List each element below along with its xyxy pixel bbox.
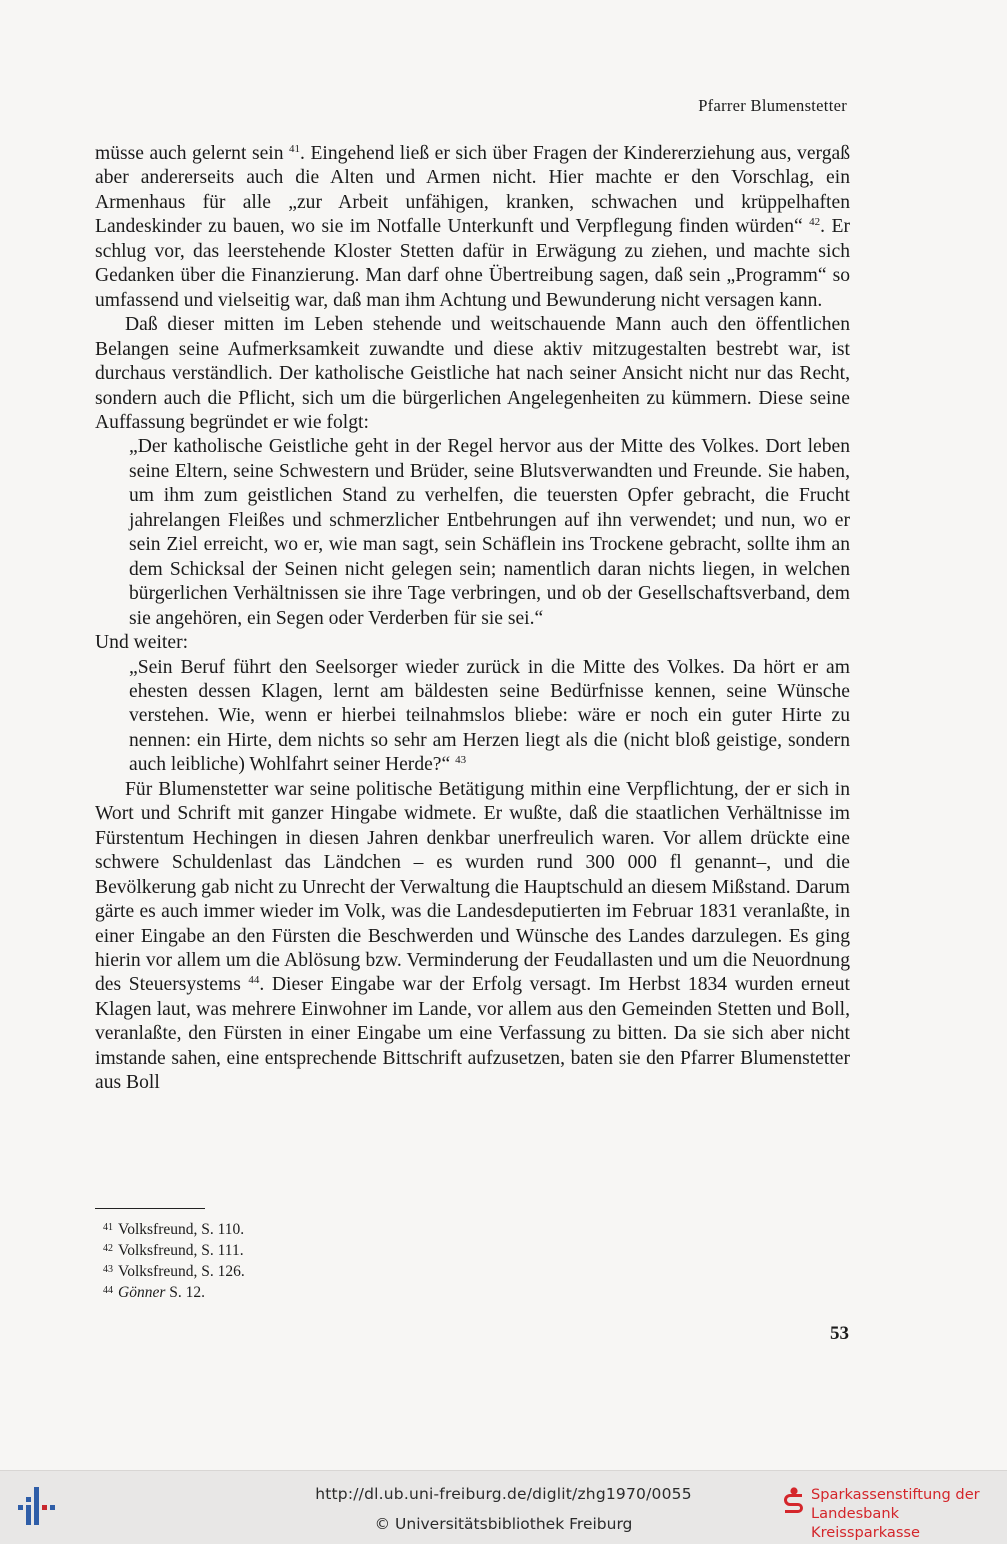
text-run: . Dieser Eingabe war der Erfolg versagt. Im Herbst 1834 wurden erneut Klagen laut, was mehrere Einwohner im Lande, vor allem aus den Gemeinden Stetten und Boll, veranlaßte, den Fürsten in einer Eingabe um eine Verfassung zu bitten. Da sie sich aber nicht imstande sahen, eine entsprechende Bittschrift aufzusetzen, baten sie den Pfarrer Blumenstetter aus Boll bbox=[95, 974, 850, 1094]
footnote-number: 42 bbox=[103, 1243, 113, 1254]
running-head: Pfarrer Blumenstetter bbox=[698, 96, 847, 115]
footnote bbox=[103, 1260, 245, 1281]
sparkasse-s-logo-icon[interactable] bbox=[783, 1487, 805, 1517]
text-run: . Er schlug vor, das leerstehende Kloster Stetten dafür in Erwägung zu ziehen, und machte sich Gedanken über die Finanzierung. Man darf ohne Übertreibung sagen, daß sein „Programm“ so umfassend und vielseitig war, daß man ihm Achtung und Bewunderung nicht versagen kann. bbox=[95, 216, 850, 311]
sponsor-name[interactable] bbox=[811, 1485, 1007, 1542]
text-run: müsse auch gelernt sein bbox=[95, 143, 290, 164]
text-run: Für Blumenstetter war seine politische Betätigung mithin eine Verpflichtung, der er sich in Wort und Schrift mit ganzer Hingabe widmete. Er wußte, daß die staatlichen Verhältnisse im Fürstentum Hechingen in diesen Jahren denkbar unerfreulich waren. Vor allem drückte eine schwere Schuldenlast das Ländchen – es wurden rund 300 000 fl genannt–, und die Bevölkerung gab nicht zu Unrecht der Verwaltung die Hauptschuld an diesem Mißstand. Darum gärte es auch immer wieder im Volk, was die Landesdeputierten im Februar 1831 veranlaßte, in einer Eingabe an den Fürsten die Beschwerden und Wünsche des Landes darzulegen. Es ging hierin vor allem um die Ablösung bzw. Verminderung der Feudallasten und um die Neuordnung des Steuersystems bbox=[95, 778, 850, 996]
text-run: . Eingehend ließ er sich über Fragen der Kindererziehung aus, vergaß aber andererseits auch die Alten und Armen nicht. Hier machte er den Vorschlag, ein Armenhaus für alle „zur Arbeit unfähigen, kranken, schwachen und krüppelhaften Landeskinder zu bauen, wo sie im Notfalle Unterkunft und Verpflegung finden würden“ bbox=[95, 143, 850, 238]
permalink-url[interactable]: http://dl.ub.uni-freiburg.de/diglit/zhg1970/0055 bbox=[315, 1485, 692, 1503]
text-run: „Der katholische Geistliche geht in der Regel hervor aus der Mitte des Volkes. Dort leben seine Eltern, seine Schwestern und Brüder, seine Blutsverwandten und Freunde. Sie haben, um ihm zum geistlichen Stand zu verhelfen, die teuersten Opfer gebracht, die Frucht jahrelangen Fleißes und schmerzlicher Entbehrungen auf ihn verwendet; und nun, wo er sein Ziel erreicht, wo er, wie man sagt, sein Schäflein ins Trockene gebracht, sollte ihm an dem Schicksal der Seinen nicht gelegen sein; namentlich daran nichts liegen, in welchen bürgerlichen Verhältnissen sie ihre Tage verbringen, und ob der Gesellschaftsverband, dem sie angehören, ein Segen oder Verderben für sie sei.“ bbox=[129, 436, 850, 629]
footnote-number: 43 bbox=[103, 1264, 113, 1275]
sponsor-line: Landesbank Kreissparkasse bbox=[811, 1505, 921, 1541]
block-quote bbox=[95, 435, 850, 631]
footer-bar bbox=[0, 1470, 1007, 1544]
paragraph bbox=[95, 631, 850, 655]
copyright-notice: © Universitätsbibliothek Freiburg bbox=[374, 1515, 633, 1533]
body-text bbox=[95, 142, 850, 1096]
footnote-text: S. 12. bbox=[165, 1284, 205, 1301]
footnote-number: 44 bbox=[103, 1285, 113, 1296]
footnotes bbox=[103, 1218, 245, 1302]
footnote-rule bbox=[95, 1208, 205, 1209]
text-run: Und weiter: bbox=[95, 632, 189, 654]
page-number: 53 bbox=[830, 1323, 849, 1344]
sponsor-line: Sparkassenstiftung der bbox=[811, 1486, 980, 1503]
paragraph bbox=[95, 142, 850, 313]
footnote bbox=[103, 1281, 245, 1302]
footnote-text: Volksfreund, S. 126. bbox=[118, 1263, 245, 1280]
paragraph bbox=[95, 313, 850, 435]
footnote-number: 41 bbox=[103, 1222, 113, 1233]
text-run: Daß dieser mitten im Leben stehende und weitschauende Mann auch den öffentlichen Belangen seine Aufmerksamkeit zuwandte und diese aktiv mitzugestalten bestrebt war, ist durchaus verständlich. Der katholische Geistliche hat nach seiner Ansicht nicht nur das Recht, sondern auch die Pflicht, sich um die bürgerlichen Angelegenheiten zu kümmern. Diese seine Auffassung begründet er wie folgt: bbox=[95, 314, 850, 433]
footnote-author: Gönner bbox=[118, 1284, 166, 1301]
footnote-reference: 44 bbox=[248, 974, 260, 987]
footnote-text: Volksfreund, S. 110. bbox=[118, 1221, 245, 1238]
block-quote bbox=[95, 656, 850, 778]
text-run: „Sein Beruf führt den Seelsorger wieder zurück in die Mitte des Volkes. Da hört er am ehesten dessen Klagen, lernt am bäldesten seine Bedürfnisse kennen, seine Wünsche verstehen. Wie, wenn er hierbei teilnahmslos bliebe: wäre er noch ein guter Hirte zu nennen: ein Hirte, dem nichts so sehr am Herzen liegt als die (nicht bloß geistige, sondern auch leibliche) Wohlfahrt seiner Herde?“ bbox=[129, 656, 850, 776]
paragraph bbox=[95, 778, 850, 1096]
footnote-reference: 41 bbox=[289, 143, 301, 155]
footnote bbox=[103, 1218, 245, 1239]
footnote-reference: 43 bbox=[455, 754, 467, 767]
footnote bbox=[103, 1239, 245, 1260]
footnote-reference: 42 bbox=[809, 216, 821, 229]
footnote-text: Volksfreund, S. 111. bbox=[118, 1242, 244, 1259]
